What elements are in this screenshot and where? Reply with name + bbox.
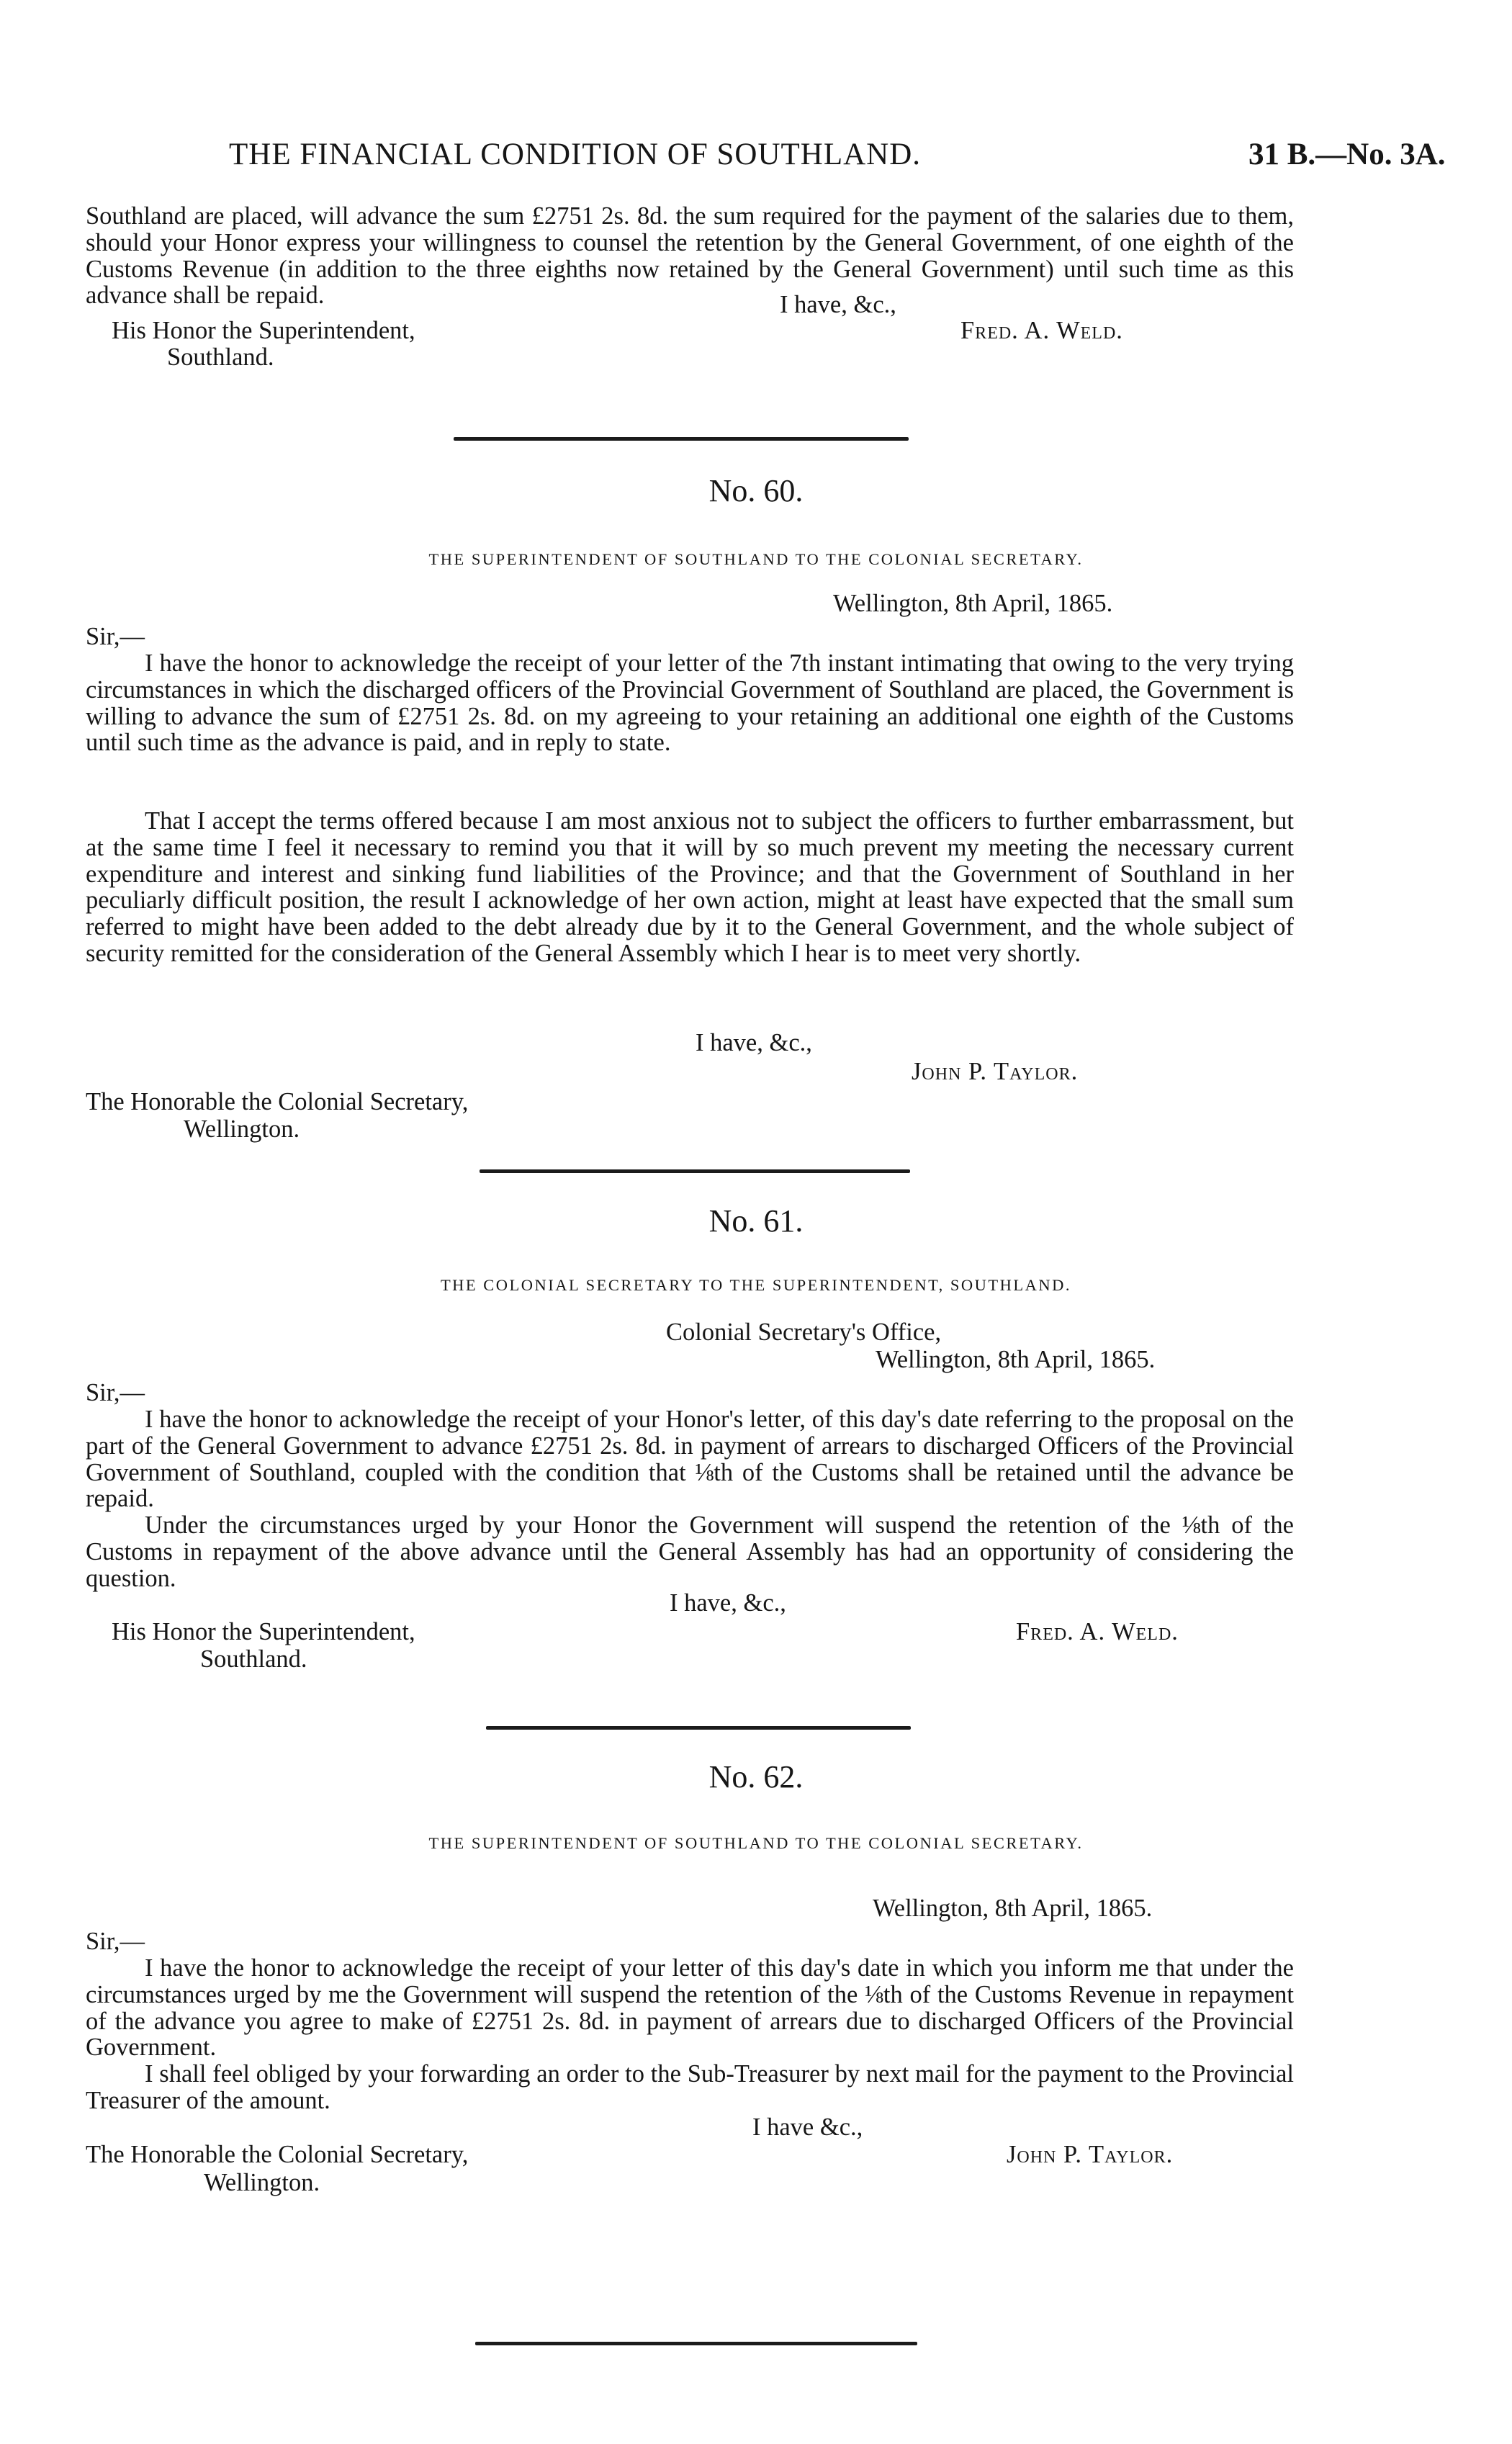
- letter-60-dateline: Wellington, 8th April, 1865.: [833, 590, 1113, 617]
- letter-61-dateline: Wellington, 8th April, 1865.: [876, 1346, 1156, 1373]
- letter-60-closing: I have, &c.,: [696, 1029, 812, 1056]
- page-reference: 31 B.—No. 3A.: [1248, 138, 1446, 171]
- top-letter-body: Southland are placed, will advance the sum £2751 2s. 8d. the sum required for the payment of the salaries due to them, should your Honor express your willingness to counsel the retention by the General Government, of one eighth of the Customs Revenue (in addition to the three eighths now retained by the General Government) until such time as this advance shall be repaid.: [86, 202, 1294, 310]
- letter-62-paragraph-2: I shall feel obliged by your forwarding an order to the Sub-Treasurer by next mail for the payment to the Provincial Treasurer of the amount.: [86, 2060, 1294, 2114]
- letter-number-61: No. 61.: [708, 1203, 804, 1239]
- letter-62-caption: THE SUPERINTENDENT OF SOUTHLAND TO THE COLONIAL SECRETARY.: [428, 1834, 1084, 1852]
- letter-62-addressee: The Honorable the Colonial Secretary,: [86, 2141, 469, 2168]
- section-divider: [454, 437, 909, 441]
- section-divider: [480, 1169, 910, 1173]
- letter-61-addressee: His Honor the Superintendent,: [112, 1618, 415, 1645]
- section-divider: [475, 2342, 917, 2345]
- letter-number-62: No. 62.: [708, 1759, 804, 1794]
- letter-62-paragraph-1: I have the honor to acknowledge the receipt of your letter of this day's date in which you inform me that under the circumstances urged by me the Government will suspend the retention of the ⅛th of the Customs Revenue in repayment of the advance you agree to make of £2751 2s. 8d. in payment of arrears due to discharged Officers of the Provincial Government.: [86, 1954, 1294, 2062]
- top-letter-addressee-place: Southland.: [167, 343, 274, 371]
- letter-62-salutation: Sir,—: [86, 1928, 145, 1955]
- top-letter-addressee: His Honor the Superintendent,: [112, 317, 415, 344]
- letter-62-addressee-place: Wellington.: [204, 2169, 320, 2196]
- letter-61-salutation: Sir,—: [86, 1379, 145, 1406]
- page-title: THE FINANCIAL CONDITION OF SOUTHLAND.: [229, 138, 922, 171]
- letter-62-signature: John P. Taylor.: [1007, 2141, 1174, 2168]
- top-letter-signature: Fred. A. Weld.: [960, 317, 1123, 344]
- letter-61-signature: Fred. A. Weld.: [1016, 1618, 1179, 1645]
- letter-61-paragraph-2: Under the circumstances urged by your Honor the Government will suspend the retention of the ⅛th of the Customs in repayment of the above advance until the General Assembly has had an opportunity of considering the question.: [86, 1511, 1294, 1592]
- letter-61-addressee-place: Southland.: [200, 1645, 307, 1673]
- letter-62-closing: I have &c.,: [752, 2113, 863, 2141]
- running-head: [0, 137, 1512, 180]
- letter-60-salutation: Sir,—: [86, 623, 145, 650]
- section-divider: [486, 1726, 911, 1730]
- letter-60-addressee-place: Wellington.: [184, 1115, 300, 1143]
- letter-61-office: Colonial Secretary's Office,: [666, 1318, 942, 1346]
- letter-61-closing: I have, &c.,: [670, 1589, 786, 1617]
- letter-number-60: No. 60.: [708, 473, 804, 508]
- letter-61-caption: THE COLONIAL SECRETARY TO THE SUPERINTENDENT, SOUTHLAND.: [440, 1276, 1072, 1294]
- letter-60-addressee: The Honorable the Colonial Secretary,: [86, 1088, 469, 1115]
- top-letter-closing: I have, &c.,: [780, 291, 896, 318]
- letter-62-dateline: Wellington, 8th April, 1865.: [873, 1895, 1153, 1922]
- letter-60-caption: THE SUPERINTENDENT OF SOUTHLAND TO THE COLONIAL SECRETARY.: [428, 550, 1084, 568]
- letter-60-paragraph-1: I have the honor to acknowledge the receipt of your letter of the 7th instant intimating that owing to the very trying circumstances in which the discharged officers of the Provincial Government of Southland are placed, the Government is willing to advance the sum of £2751 2s. 8d. on my agreeing to your retaining an additional one eighth of the Customs until such time as the advance is paid, and in reply to state.: [86, 650, 1294, 757]
- letter-60-signature: John P. Taylor.: [912, 1058, 1079, 1085]
- letter-60-paragraph-2: That I accept the terms offered because I am most anxious not to subject the officers to further embarrassment, but at the same time I feel it necessary to remind you that it will by so much prevent my meeting the necessary current expenditure and interest and sinking fund liabilities of the Province; and that the Government of Southland in her peculiarly difficult position, the result I acknowledge of her own action, might at least have expected that the small sum referred to might have been added to the debt already due by it to the General Government, and the whole subject of security remitted for the consideration of the General Assembly which I hear is to meet very shortly.: [86, 807, 1294, 967]
- letter-61-paragraph-1: I have the honor to acknowledge the receipt of your Honor's letter, of this day's date referring to the proposal on the part of the General Government to advance £2751 2s. 8d. in payment of arrears to discharged Officers of the Provincial Government of Southland, coupled with the condition that ⅛th of the Customs shall be retained until the advance be repaid.: [86, 1406, 1294, 1513]
